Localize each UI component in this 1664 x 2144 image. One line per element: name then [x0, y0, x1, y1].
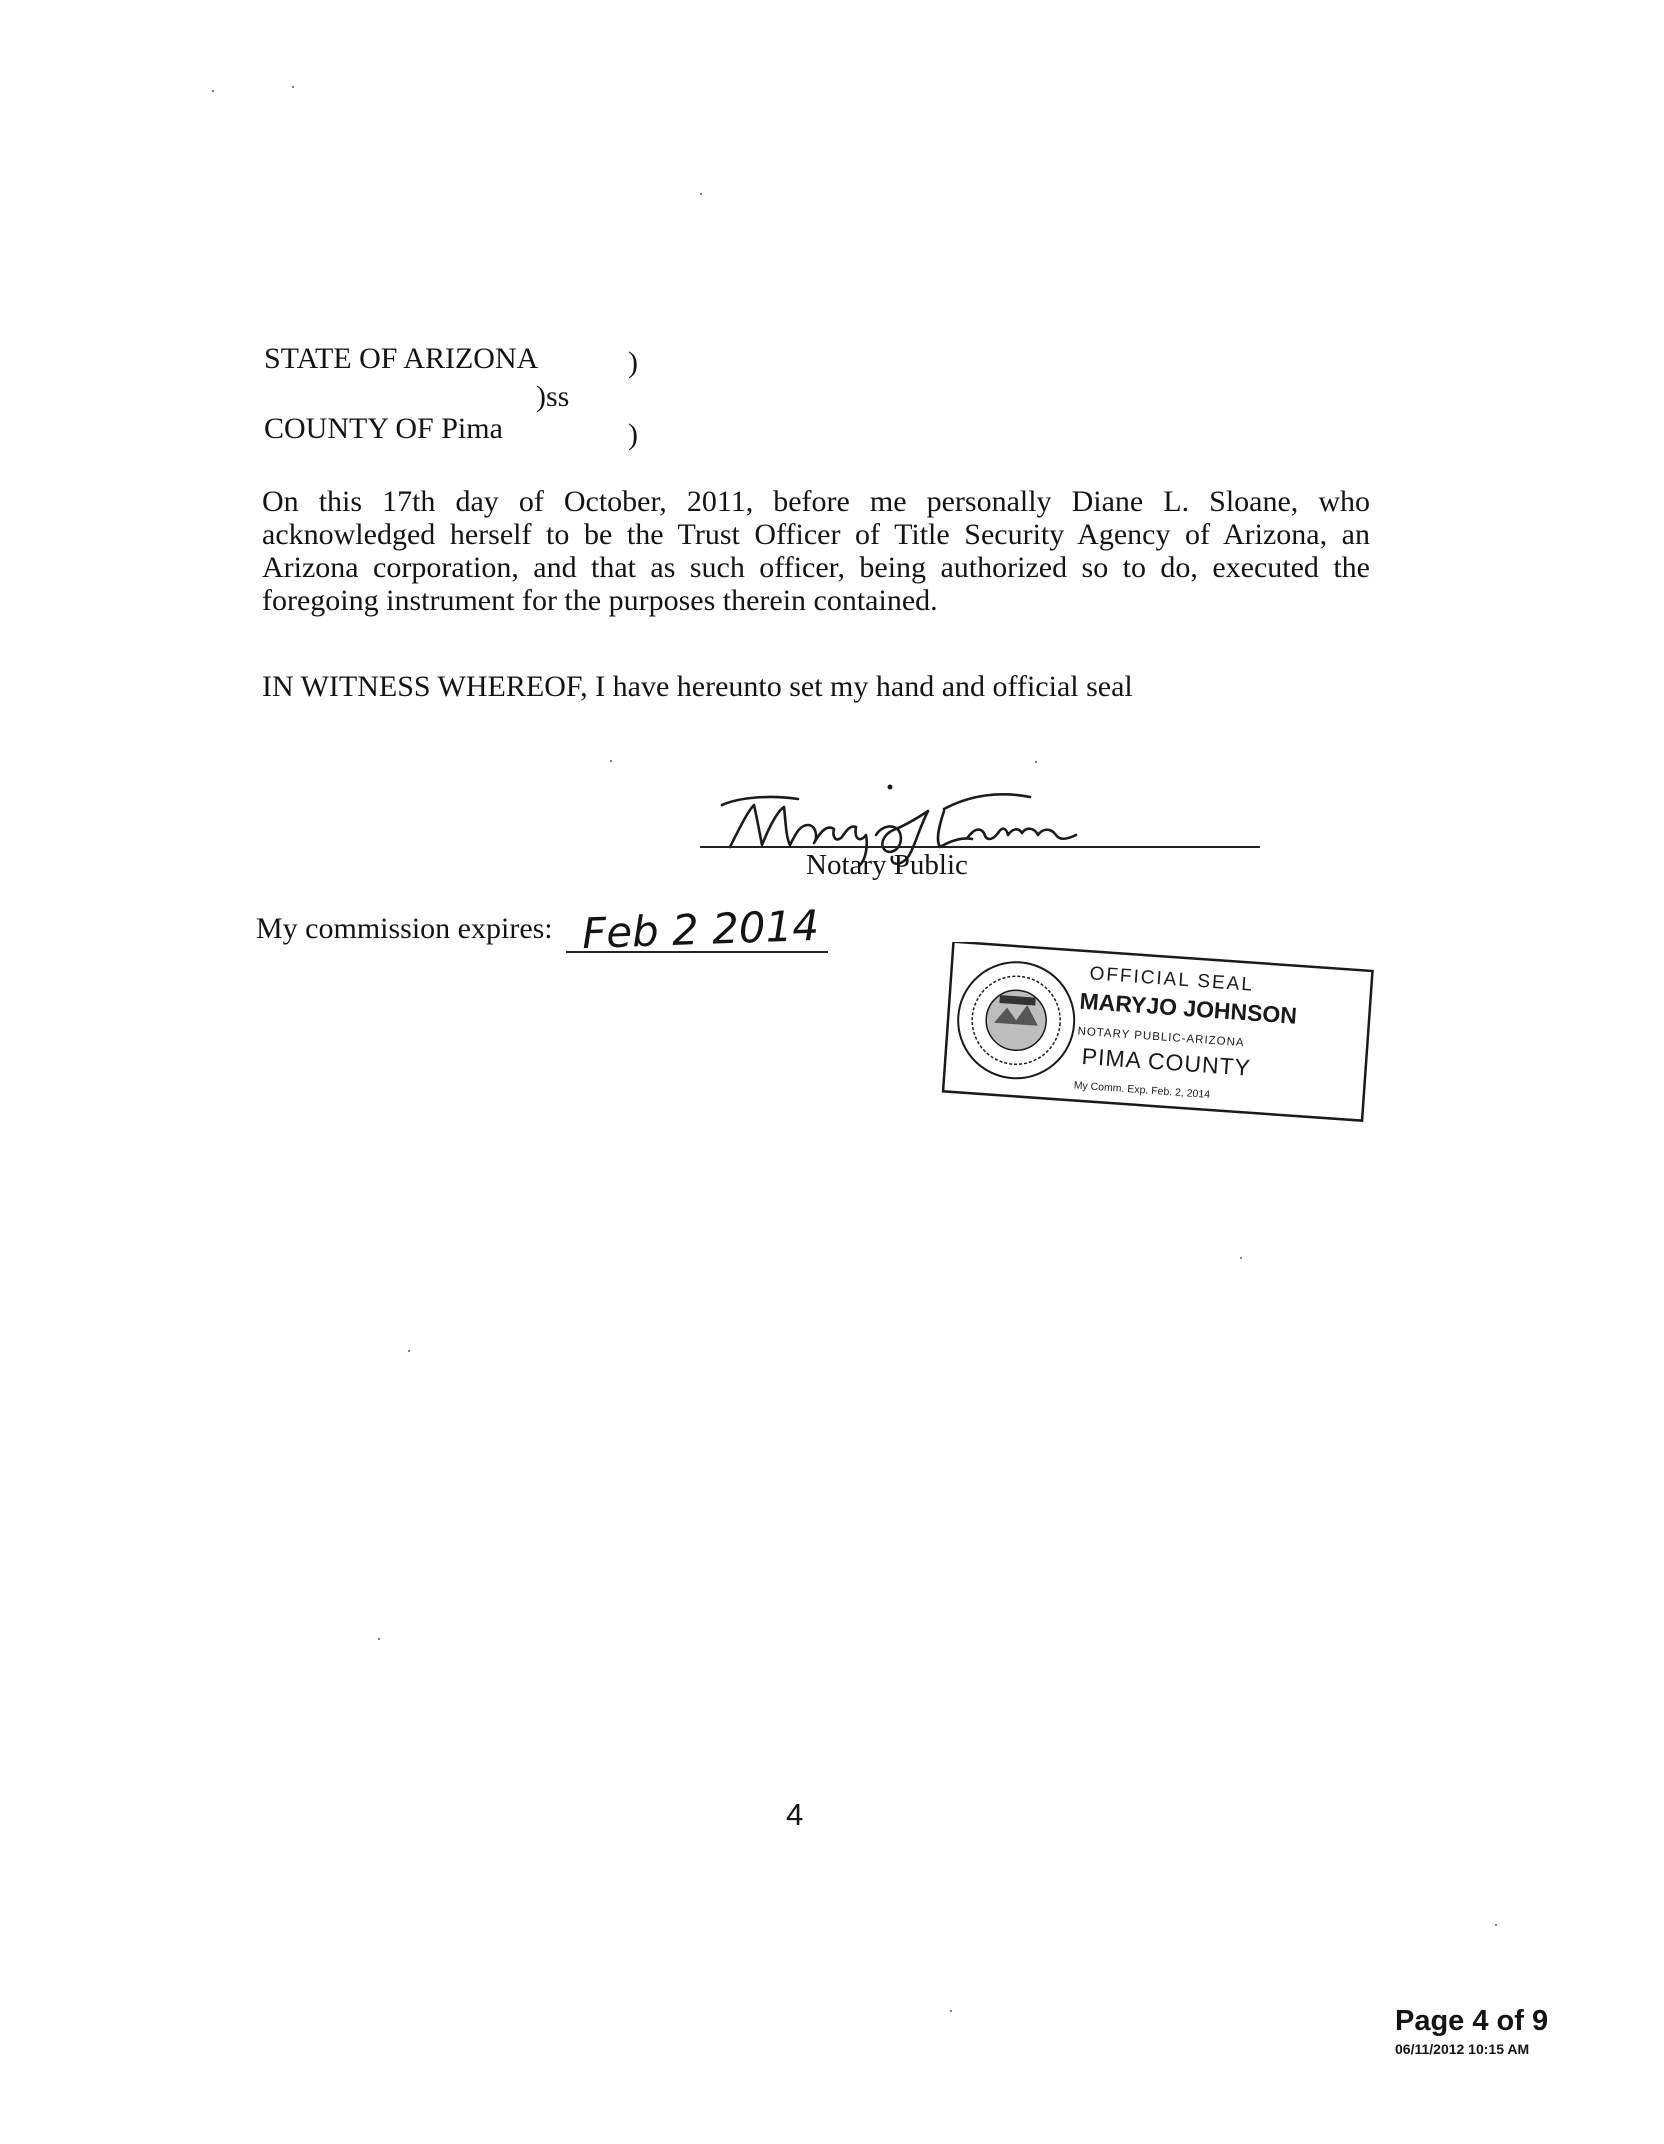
footer-page-count: Page 4 of 9 — [1395, 2005, 1549, 2037]
notary-seal-stamp — [935, 942, 1385, 1142]
acknowledgment-paragraph: On this 17th day of October, 2011, before me personally Diane L. Sloane, who acknowledged herself to be the Trust Officer of Title Security Agency of Arizona, an Arizona corporation, and that as such officer, being authorized so to do, executed the foregoing instrument for the purposes therein contained. — [262, 485, 1370, 617]
commission-label: My commission expires: — [256, 912, 553, 945]
scan-speck — [1035, 761, 1037, 763]
scan-speck — [950, 2010, 952, 2012]
ss-label: )ss — [536, 380, 570, 413]
scan-speck — [1240, 1257, 1242, 1259]
county-paren: ) — [628, 418, 638, 451]
scan-speck — [212, 90, 214, 92]
county-label: COUNTY OF Pima — [264, 412, 503, 445]
signature-line — [700, 846, 1260, 848]
scan-speck — [610, 760, 612, 762]
seal-line-4: PIMA COUNTY — [1080, 1042, 1252, 1081]
commission-date-handwritten: Feb 2 2014 — [581, 900, 820, 959]
scan-speck — [292, 86, 294, 88]
commission-line — [566, 951, 828, 953]
seal-line-1: OFFICIAL SEAL — [1088, 963, 1255, 996]
scan-speck — [700, 193, 702, 195]
page-number: 4 — [786, 1797, 804, 1832]
notary-public-label: Notary Public — [806, 849, 968, 881]
seal-line-5: My Comm. Exp. Feb. 2, 2014 — [1073, 1079, 1211, 1101]
seal-line-3: NOTARY PUBLIC-ARIZONA — [1077, 1025, 1245, 1050]
scan-speck — [1495, 1924, 1497, 1926]
notary-signature — [700, 775, 1260, 885]
scan-speck — [408, 1350, 410, 1352]
footer-timestamp: 06/11/2012 10:15 AM — [1395, 2041, 1530, 2057]
witness-line: IN WITNESS WHEREOF, I have hereunto set my hand and official seal — [262, 670, 1133, 703]
seal-line-2: MARYJO JOHNSON — [1078, 987, 1298, 1029]
state-label: STATE OF ARIZONA — [264, 342, 539, 375]
scan-speck — [378, 1638, 380, 1640]
state-paren: ) — [628, 346, 638, 379]
